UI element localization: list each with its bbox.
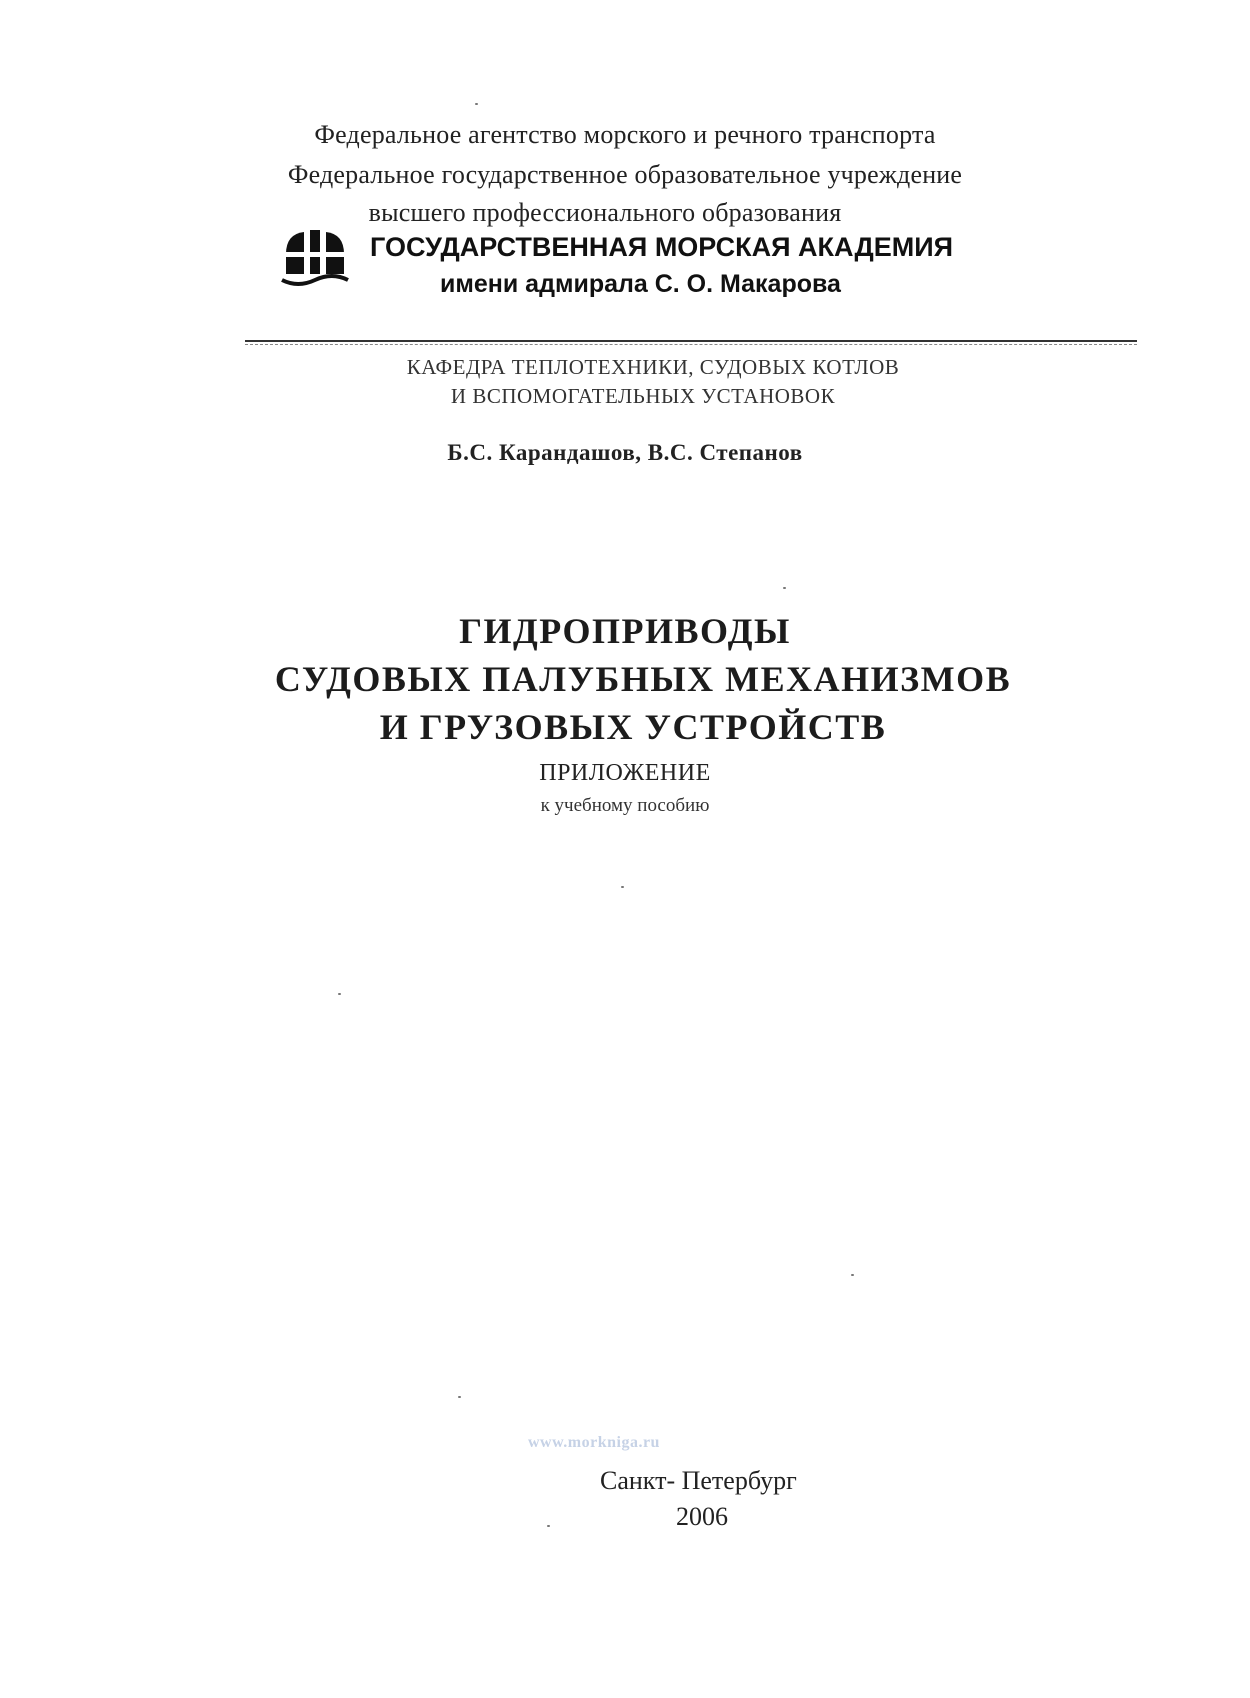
publication-year: 2006 [676, 1502, 728, 1531]
education-level-line: высшего профессионального образования [368, 198, 842, 227]
header-divider-shadow [245, 344, 1137, 345]
department-line-1: КАФЕДРА ТЕПЛОТЕХНИКИ, СУДОВЫХ КОТЛОВ [406, 355, 900, 379]
watermark: www.morkniga.ru [528, 1434, 660, 1451]
academy-emblem-icon [280, 228, 350, 290]
scan-speck [338, 993, 341, 995]
scan-speck [851, 1274, 854, 1276]
publication-city: Санкт- Петербург [600, 1466, 797, 1495]
authors: Б.С. Карандашов, В.С. Степанов [447, 440, 803, 465]
appendix-label: ПРИЛОЖЕНИЕ [539, 760, 711, 786]
title-line-1: ГИДРОПРИВОДЫ [459, 611, 791, 651]
scan-speck [547, 1525, 550, 1527]
department-line-2: И ВСПОМОГАТЕЛЬНЫХ УСТАНОВОК [450, 384, 836, 408]
title-line-2: СУДОВЫХ ПАЛУБНЫХ МЕХАНИЗМОВ [274, 659, 1012, 699]
header-divider [245, 340, 1137, 342]
appendix-subtitle: к учебному пособию [540, 795, 710, 816]
title-line-3: И ГРУЗОВЫХ УСТРОЙСТВ [379, 707, 887, 747]
scan-speck [621, 886, 624, 888]
institution-type-line: Федеральное государственное образовательное учреждение [287, 160, 963, 189]
academy-name: ГОСУДАРСТВЕННАЯ МОРСКАЯ АКАДЕМИЯ [370, 232, 954, 262]
agency-line: Федеральное агентство морского и речного транспорта [314, 120, 936, 149]
scan-speck [475, 103, 478, 105]
scan-speck [783, 587, 786, 589]
scan-speck [458, 1396, 461, 1398]
academy-named-after: имени адмирала С. О. Макарова [440, 270, 841, 298]
